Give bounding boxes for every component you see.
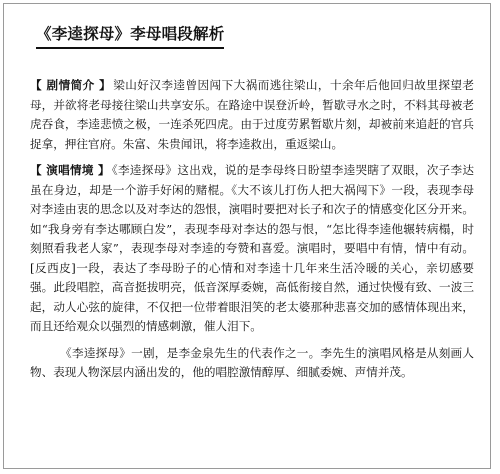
document-page bbox=[3, 3, 491, 469]
section-text-plot: 梁山好汉李逵曾因闯下大祸而逃往梁山，十余年后他回归故里探望老母，并欲将老母接往梁山共享安乐。在路途中误登沂岭，暂歇寻水之时，不料其母被老虎吞食，李逵悲愤之极，一连杀死四虎。由于过度劳累暂歇片刻，却被前来追赶的官兵捉拿，押往官府。朱富、朱贵闻讯，将李逵救出，重返梁山。 bbox=[30, 78, 474, 151]
title-block bbox=[36, 22, 224, 49]
section-plot-summary bbox=[30, 76, 474, 154]
page-title: 《李逵探母》李母唱段解析 bbox=[36, 22, 224, 49]
section-tag-context: 【 演唱情境 】 bbox=[30, 163, 110, 177]
article-body bbox=[30, 76, 474, 390]
section-performance-context bbox=[30, 161, 474, 337]
closing-paragraph: 《李逵探母》一剧，是李金泉先生的代表作之一。李先生的演唱风格是从刻画人物、表现人物深层内涵出发的，他的唱腔激情醇厚、细腻委婉、声情并茂。 bbox=[30, 345, 474, 379]
section-text-context: 《李逵探母》这出戏，说的是李母终日盼望李逵哭瞎了双眼，次子李达虽在身边，却是一个游手好闲的赌棍。《大不该儿打伤人把大祸闯下》一段，表现李母对李逵由衷的思念以及对李达的怨恨，演唱时要把对长子和次子的情感变化区分开来。如“我身旁有李达哪顾白发”，表现李母对李达的怨与恨，“怎比得李逵他辗转病榻，时刻照看我老人家”，表现李母对李逵的夸赞和喜爱。演唱时，要唱中有情，情中有动。[反西皮]一段，表达了李母盼子的心情和对李逵十几年来生活冷暖的关心，亲切感要强。此段唱腔，高音挺拔明亮，低音深厚委婉，高低衔接自然，通过快慢有致、一波三起，动人心弦的旋律，不仅把一位带着眼泪笑的老太婆那种悲喜交加的感情体现出来，而且还给观众以强烈的情感刺激，催人泪下。 bbox=[30, 163, 475, 333]
section-tag-plot: 【 剧情简介 】 bbox=[30, 78, 112, 92]
